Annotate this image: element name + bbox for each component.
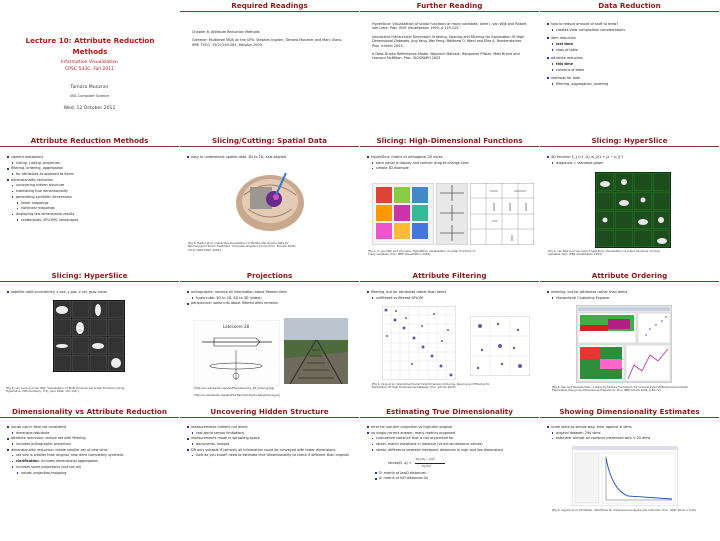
hyperslice-matrix-3d xyxy=(372,183,434,245)
sub-bullet: dimension/attribute xyxy=(11,431,174,436)
sub-bullet: simple 3D example xyxy=(371,166,534,171)
figure-caption: [Fig 2, Ingram et al. DimStiller: Workflows for dimensional analysis and reduction. Proc. VAST 2010, p.3-10] xyxy=(552,508,696,512)
slide-heading: Attribute Ordering xyxy=(540,270,719,282)
reading-hyperslice: HyperSlice: Visualization of scalar functions of many variables. Jarke J. van Wijk and Robert van Liere. Proc. IEEE Visualization 1993, p.119-125. xyxy=(372,22,527,31)
sub-bullet: clarification: includes dimensional aggregation xyxy=(11,459,174,464)
sub-sub-bullet: vocab: projection/mapping xyxy=(16,471,174,476)
department: UBC Computer Science xyxy=(69,94,110,98)
slide-heading: Showing Dimensionality Estimates xyxy=(540,406,719,418)
course-name: Information Visualization xyxy=(60,60,119,65)
bullet: scree plots as simple way: error against # dims original dataset: 294 dims estimate: almost all variance preserved with < 20 dims xyxy=(546,425,714,441)
railroad-perspective-photo xyxy=(284,318,348,384)
sub-bullet: hypercube: 3D to 2D, 4D to 3D (video) xyxy=(191,296,354,301)
sub-bullet: displaying low-dimensional results scatterplots, SPLOMS, landscapes xyxy=(11,212,174,222)
sub-bullet: slicing, cutting, projection xyxy=(11,161,174,166)
sub-bullet: includes some projections (but not all) vocab: projection/mapping xyxy=(11,465,174,475)
bullet: 4D function Σ_{i=1..4} w_i/(1 + |x − p_i|²) diagonals = standard graph xyxy=(546,155,714,165)
bullet: attribute reduction: reduce set with filtering includes orthographic projection xyxy=(6,436,174,446)
reading-dimension-ordering: Interactive Hierarchical Dimension Ordering, Spacing and Filtering for Exploration Of High Dimensional Datasets. Jing Yang, Wei Peng, Matthew O. Ward and Elke A. Rundensteiner. Proc. InfoVis 2003. xyxy=(372,34,525,48)
reading-glimmer: Glimmer: Multilevel MDS on the GPU. Stephen Ingram, Tamara Munzner and Marc Olano. IEEE TVCG, 15(2):249-261, Mar/Apr 2009. xyxy=(192,38,343,47)
filtered-splom xyxy=(470,316,530,376)
bullet: easy to understand: spatial data, 3D to 2D, axis aligned xyxy=(186,155,354,160)
sub-bullet: stress: difference between interpoint distances in high and low dimensions xyxy=(371,448,534,453)
hyperslice-vector-grid xyxy=(470,183,534,245)
plane-drawing-label: Latecoere 28 xyxy=(222,324,250,329)
slide-heading: Data Reduction xyxy=(540,0,719,12)
hyperslice-slice-matrix xyxy=(436,183,468,245)
sub-bullet: this time xyxy=(551,62,714,67)
lecture-date: Wed, 12 October 2011 xyxy=(63,106,116,111)
sub-bullet: original dataset: 294 dims xyxy=(551,431,714,436)
slide-heading: Slicing/Cutting: Spatial Data xyxy=(180,135,359,147)
slide-heading: Slicing: High-Dimensional Functions xyxy=(360,135,539,147)
figure-caption: [Fig 4, Yang et al. Interactive Hierarchical Dimension Ordering, Spacing and Filtering for Exploration Of High Dimensional Datasets. Proc. InfoVis 2003] xyxy=(372,382,490,390)
bullet: satellite orbit eccentricity: x pos, y pos, z vel, grav const xyxy=(6,290,174,295)
bullet: measurements made in sprawling space documents, images xyxy=(186,436,354,446)
sub-sub-bullet: scatterplots, SPLOMS, landscapes xyxy=(16,218,174,223)
hyperslice-4d-matrix xyxy=(595,172,671,248)
sub-bullet: estimating true dimensionality xyxy=(11,189,174,194)
slide-data-reduction xyxy=(540,0,719,134)
slide-heading: Attribute Reduction Methods xyxy=(0,135,179,147)
sub-bullet: set size is smaller than original, new dims completely synthetic xyxy=(11,453,174,458)
slide-attribute-ordering xyxy=(540,270,719,404)
satellite-hyperslice-image xyxy=(53,300,125,372)
slide-attribute-reduction-methods xyxy=(0,135,179,269)
lecture-title: Lecture 10: Attribute Reduction Methods xyxy=(25,36,155,56)
slide-heading: Further Reading xyxy=(360,0,539,12)
bullet: filtering, ordering, aggregation for attributes as opposed to items xyxy=(6,166,174,176)
bullet: attribute reduction this time columns of table xyxy=(546,56,714,72)
sub-bullet: cumulative variance that is not accounted for xyxy=(371,436,534,441)
bullet: dimensionality reduction uncovering hidden structure estimating true dimensionality generating synthetic dimensions linear mappings nonlinear mappings displaying low-dimensional results scatterplots, SPLOMS, landscapes xyxy=(6,178,174,223)
sub-bullet: filtering, aggregation, ordering xyxy=(551,82,714,87)
sub-bullet: creates view composition considerations xyxy=(551,28,714,33)
slide-estimating-true-dim xyxy=(360,406,539,540)
sub-bullet: how do you know? need to estimate true dimensionality to check if different than original! xyxy=(191,453,354,458)
brain-volume-image xyxy=(230,165,310,237)
sub-bullet: last time xyxy=(551,42,714,47)
reading-chapter: Chapter 8: Attribute Reduction Methods xyxy=(192,30,260,34)
formula-lhs: stress(D, Δ) = xyxy=(388,460,412,465)
bullet: perspective: some info about filtered dims remains xyxy=(186,301,354,306)
bullet: Δ: matrix of hiD distances δij xyxy=(374,476,534,481)
slide-further-reading xyxy=(360,0,539,134)
slide-projections xyxy=(180,270,359,404)
slide-showing-dim-estimates xyxy=(540,406,719,540)
sub-bullet: Hierarchical Clustering Explorer xyxy=(551,296,714,301)
bullet: error for low-dim projection vs high-dim original xyxy=(366,425,534,430)
sub-sub-bullet: linear mappings xyxy=(16,201,174,206)
slide-heading: Estimating True Dimensionality xyxy=(360,406,539,418)
bullet: filtering, but for attributes rather than items unfiltered vs filtered SPLOM xyxy=(366,290,534,300)
bullet: HyperSlice: matrix of orthogonal 2D slices each panel is display and control: drag to change slice simple 3D example xyxy=(366,155,534,171)
hierarchical-clustering-explorer xyxy=(576,305,672,383)
bullet: dimensionality reduction: create smaller set of new dims set size is smaller than original, new dims completely synthetic clarification: includes dimensional aggregation includes some projections (but not all) vocab: projection/mapping xyxy=(6,448,174,475)
bullet: how to reduce amount of stuff to draw? creates view composition considerations xyxy=(546,22,714,32)
sub-bullet: unfiltered vs filtered SPLOM xyxy=(371,296,534,301)
sub-bullet: diagonals = standard graph xyxy=(551,161,714,166)
slide-slicing-spatial xyxy=(180,135,359,269)
bullet: measurements indirect not direct real-world sensor limitations xyxy=(186,425,354,435)
sub-bullet: documents, images xyxy=(191,442,354,447)
figure-caption: [Fig 6. Rieder et al. Interactive Visualization of Multimodal Volume Data for Neurosurgical Tumor Treatment. Computer Graphics Forum (Proc. EuroVis 2008) 27(3):1055-1062, 2008.] xyxy=(188,241,296,252)
slide-title xyxy=(0,0,179,134)
figure-caption: [Fig 6, van Liere and van Wijk. Visualization of Multi-Dimensional Scalar Functions Using HyperSlice. CWI Quarterly, 7(2), June 1994, 147-158. ] xyxy=(6,386,125,394)
slide-required-readings xyxy=(180,0,359,134)
slide-heading: Slicing: HyperSlice xyxy=(540,135,719,147)
figure-caption-2: http://en.wikipedia.org/wiki/File:Railroad-Tracks-Perspective.jpg] xyxy=(194,393,280,397)
author-name: Tamara Munzner xyxy=(70,85,109,90)
slide-uncovering-hidden-structure xyxy=(180,406,359,540)
bullet: orthographic: remove all information about filtered dims hypercube: 3D to 2D, 4D to 3D (video) xyxy=(186,290,354,300)
figure-caption: [Fig 1, 3, van Wijk and van Liere. HyperSlice: Visualization of scalar functions of many variables. Proc. IEEE Visualization 1993] xyxy=(368,249,475,257)
slide-heading: Dimensionality vs Attribute Reduction xyxy=(0,406,179,418)
slide-heading: Attribute Filtering xyxy=(360,270,539,282)
figure-caption: [Fig 5, Seo and Shneiderman. A Rank-by-Feature Framework for Unsupervised Multidimensional Data Exploration Using Low Dimensional Projections. Proc. IEEE InfoVis 2004, p.65-72] xyxy=(552,385,688,393)
scree-plot-image xyxy=(572,446,678,506)
sub-bullet: uncovering hidden structure xyxy=(11,183,174,188)
stress-formula xyxy=(388,457,534,471)
sub-bullet: estimate: almost all variance preserved with < 20 dims xyxy=(551,436,714,441)
slide-hyperslice-satellite xyxy=(0,270,179,404)
bullet: DR only suitable if (almost) all information could be conveyed with fewer dimensions how do you know? need to estimate true dimensionality to check if different than original! xyxy=(186,448,354,458)
slide-hyperslice-4d xyxy=(540,135,719,269)
bullet: item reduction last time rows of table xyxy=(546,36,714,52)
sub-bullet: rows of table xyxy=(551,48,714,53)
formula-numerator: Σij (dij − δij)² xyxy=(416,456,435,461)
figure-caption: [Fig 4, van Wijk and van Liere. HyperSlice: Visualization of scalar functions of many variables. Proc. IEEE Visualization 1993] xyxy=(548,249,660,257)
slide-heading: Projections xyxy=(180,270,359,282)
slide-slicing-high-dim xyxy=(360,135,539,269)
bullet: ordering, but for attributes rather than items Hierarchical Clustering Explorer xyxy=(546,290,714,300)
sub-bullet: generating synthetic dimensions linear mappings nonlinear mappings xyxy=(11,195,174,211)
unfiltered-splom xyxy=(382,306,456,380)
bullet: D: matrix of lowD distances xyxy=(374,471,534,476)
bullet: no single correct answer; many metrics proposed cumulative variance that is not accounted for strain: match variations in distance (vs actual distance values) stress: difference between interpoint distances in high and low dimensions xyxy=(366,431,534,453)
slide-heading: Required Readings xyxy=(180,0,359,12)
slide-attribute-filtering xyxy=(360,270,539,404)
slide-heading: Slicing: HyperSlice xyxy=(0,270,179,282)
sub-bullet: strain: match variations in distance (vs actual distance values) xyxy=(371,442,534,447)
sub-bullet: columns of table xyxy=(551,68,714,73)
figure-caption-1: [http://en.wikipedia.org/wiki/File:Latecoere_28_drawing.jpg] xyxy=(194,386,275,390)
sub-bullet: real-world sensor limitations xyxy=(191,431,354,436)
sub-bullet: for attributes as opposed to items xyxy=(11,172,174,177)
reading-reflectance: A Data-Driven Reflectance Model. Wojciech Matusik, Hanspeter Pfister, Matt Brand and Leonard McMillan. Proc. SIGGRAPH 2003 xyxy=(372,52,520,61)
sub-bullet: each panel is display and control: drag to change slice xyxy=(371,161,534,166)
sub-sub-bullet: nonlinear mappings xyxy=(16,206,174,211)
bullet: camera metaphors slicing, cutting, projection xyxy=(6,155,174,165)
orthographic-plane-drawing xyxy=(194,320,280,386)
course-code: CPSC 533C, Fall 2011 xyxy=(64,67,115,72)
slide-dimensionality-vs-attribute xyxy=(0,406,179,540)
sub-bullet: includes orthographic projection xyxy=(11,442,174,447)
formula-denominator: Σij δij² xyxy=(422,463,431,468)
bullet: methods for both filtering, aggregation, ordering xyxy=(546,76,714,86)
slide-heading: Uncovering Hidden Structure xyxy=(180,406,359,418)
bullet: vocab use in field not consistent dimension/attribute xyxy=(6,425,174,435)
